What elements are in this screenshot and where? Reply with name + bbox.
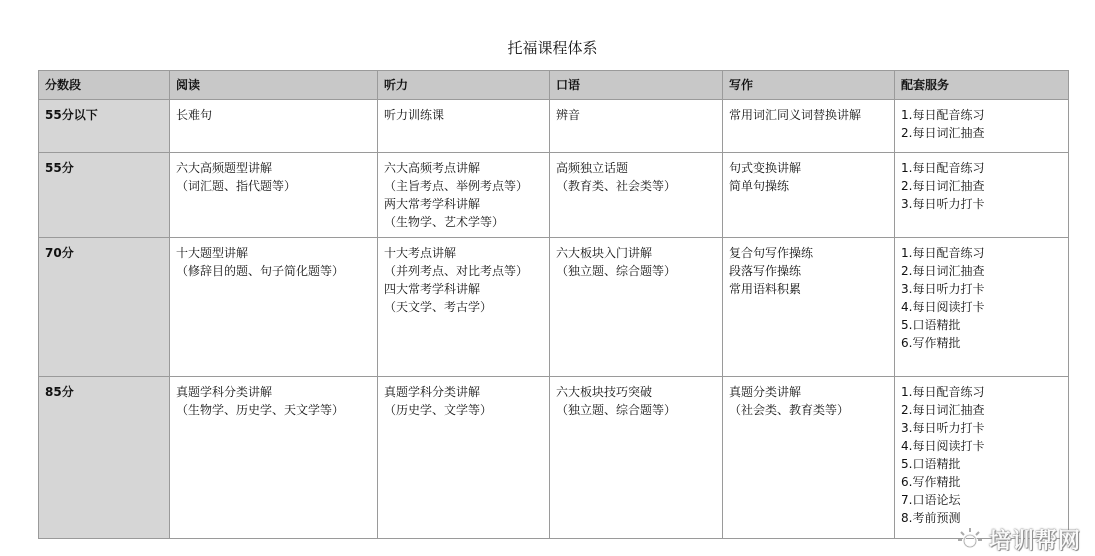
header-writing: 写作	[723, 71, 895, 100]
services-cell	[895, 100, 1069, 153]
cell-line: （主旨考点、举例考点等）	[384, 179, 529, 193]
cell-line: 5.口语精批	[901, 457, 961, 471]
cell-line: （修辞目的题、句子简化题等）	[176, 264, 345, 278]
cell-line: 1.每日配音练习	[901, 385, 985, 399]
header-score-band: 分数段	[39, 71, 170, 100]
cell-line: （教育类、社会类等）	[556, 179, 677, 193]
cell-line: 1.每日配音练习	[901, 108, 985, 122]
table-row	[39, 238, 1069, 377]
cell-line: 十大题型讲解	[176, 246, 249, 260]
cell-line: 两大常考学科讲解	[384, 197, 481, 211]
cell-line: 7.口语论坛	[901, 493, 961, 507]
writing-cell	[723, 377, 895, 539]
cell-line: 四大常考学科讲解	[384, 282, 481, 296]
reading-cell	[170, 377, 378, 539]
cell-line: 5.口语精批	[901, 318, 961, 332]
cell-line: （独立题、综合题等）	[556, 264, 677, 278]
cell-line: 六大板块技巧突破	[556, 385, 653, 399]
listening-cell	[378, 238, 550, 377]
cell-line: 听力训练课	[384, 108, 445, 122]
cell-line: 复合句写作操练	[729, 246, 814, 260]
cell-line: （并列考点、对比考点等）	[384, 264, 529, 278]
reading-cell	[170, 238, 378, 377]
header-listening: 听力	[378, 71, 550, 100]
cell-line: （词汇题、指代题等）	[176, 179, 297, 193]
score-band-cell: 55分以下	[39, 100, 170, 153]
listening-cell	[378, 377, 550, 539]
cell-line: 长难句	[176, 108, 213, 122]
listening-cell	[378, 153, 550, 238]
listening-cell	[378, 100, 550, 153]
cell-line: 常用词汇同义词替换讲解	[729, 108, 862, 122]
cell-line: 1.每日配音练习	[901, 246, 985, 260]
cell-line: 真题学科分类讲解	[384, 385, 481, 399]
cell-line: 4.每日阅读打卡	[901, 300, 985, 314]
header-speaking: 口语	[550, 71, 723, 100]
services-cell	[895, 238, 1069, 377]
cell-line: 十大考点讲解	[384, 246, 457, 260]
reading-cell	[170, 153, 378, 238]
cell-line: （独立题、综合题等）	[556, 403, 677, 417]
services-cell	[895, 153, 1069, 238]
bulb-logo-icon	[957, 526, 983, 552]
score-band-cell: 70分	[39, 238, 170, 377]
cell-line: （天文学、考古学）	[384, 300, 493, 314]
table-row	[39, 100, 1069, 153]
cell-line: 1.每日配音练习	[901, 161, 985, 175]
cell-line: 2.每日词汇抽查	[901, 179, 985, 193]
cell-line: 3.每日听力打卡	[901, 282, 985, 296]
cell-line: 8.考前预测	[901, 511, 961, 525]
header-row	[39, 71, 1069, 100]
cell-line: （生物学、历史学、天文学等）	[176, 403, 345, 417]
cell-line: 3.每日听力打卡	[901, 421, 985, 435]
services-cell	[895, 377, 1069, 539]
cell-line: 2.每日词汇抽查	[901, 126, 985, 140]
cell-line: 六大高频题型讲解	[176, 161, 273, 175]
watermark	[957, 522, 1095, 556]
cell-line: 6.写作精批	[901, 336, 961, 350]
cell-line: 真题学科分类讲解	[176, 385, 273, 399]
watermark-text: 培训帮网	[989, 528, 1082, 554]
cell-line: （生物学、艺术学等）	[384, 215, 505, 229]
course-table	[38, 70, 1069, 539]
cell-line: 6.写作精批	[901, 475, 961, 489]
cell-line: 句式变换讲解	[729, 161, 802, 175]
speaking-cell	[550, 238, 723, 377]
cell-line: 3.每日听力打卡	[901, 197, 985, 211]
cell-line: 高频独立话题	[556, 161, 629, 175]
cell-line: 简单句操练	[729, 179, 790, 193]
writing-cell	[723, 238, 895, 377]
cell-line: 段落写作操练	[729, 264, 802, 278]
cell-line: 2.每日词汇抽查	[901, 264, 985, 278]
cell-line: 六大高频考点讲解	[384, 161, 481, 175]
cell-line: （历史学、文学等）	[384, 403, 493, 417]
writing-cell	[723, 153, 895, 238]
table-row	[39, 377, 1069, 539]
speaking-cell	[550, 153, 723, 238]
cell-line: （社会类、教育类等）	[729, 403, 850, 417]
speaking-cell	[550, 100, 723, 153]
score-band-cell: 55分	[39, 153, 170, 238]
cell-line: 4.每日阅读打卡	[901, 439, 985, 453]
cell-line: 真题分类讲解	[729, 385, 802, 399]
page-title: 托福课程体系	[507, 39, 598, 57]
cell-line: 六大板块入门讲解	[556, 246, 653, 260]
header-services: 配套服务	[895, 71, 1069, 100]
reading-cell	[170, 100, 378, 153]
cell-line: 2.每日词汇抽查	[901, 403, 985, 417]
table-row	[39, 153, 1069, 238]
score-band-cell: 85分	[39, 377, 170, 539]
speaking-cell	[550, 377, 723, 539]
cell-line: 常用语料积累	[729, 282, 802, 296]
writing-cell	[723, 100, 895, 153]
cell-line: 辨音	[556, 108, 581, 122]
header-reading: 阅读	[170, 71, 378, 100]
